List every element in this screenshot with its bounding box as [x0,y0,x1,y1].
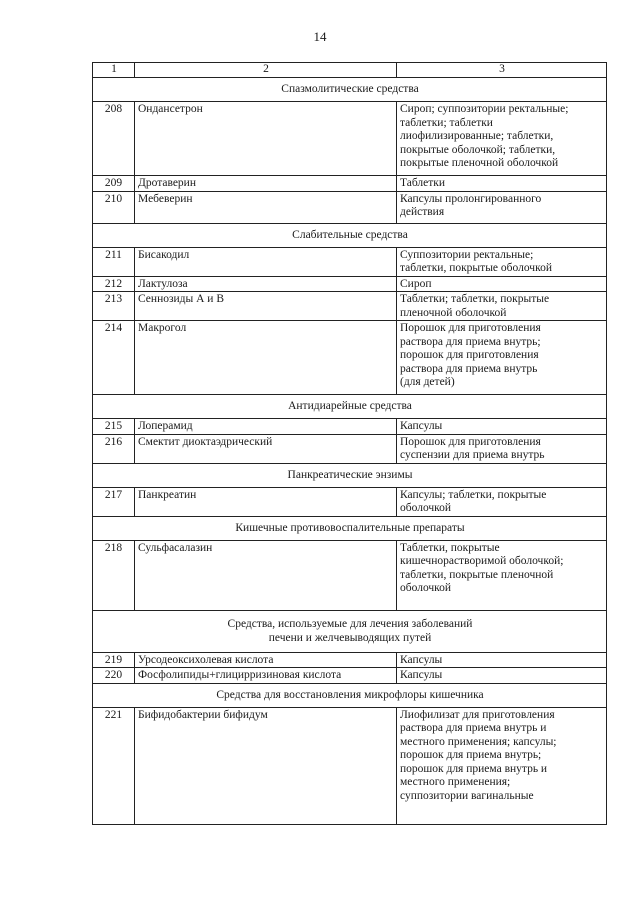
dosage-form-line: Капсулы; таблетки, покрытые [400,488,547,501]
item-number-cell: 216 [93,434,135,463]
item-number-cell: 219 [93,652,135,668]
dosage-form-cell [397,321,607,395]
section-header-row [93,683,607,707]
drug-name-cell: Мебеверин [135,191,397,223]
dosage-form-line: оболочкой [400,502,452,514]
column-number-row [93,63,607,78]
table-row [93,191,607,223]
dosage-form-line: (для детей) [400,376,455,388]
dosage-form-line: суспензии для приема внутрь [400,449,545,461]
dosage-form-line: раствора для приема внутрь и [400,722,547,734]
dosage-form-cell [397,540,607,610]
item-number-cell: 210 [93,191,135,223]
section-title-line: Слабительные средства [292,228,408,241]
page-number: 14 [313,29,327,44]
dosage-form-line: Капсулы пролонгированного [400,192,542,205]
dosage-form-line: лиофилизированные; таблетки, [400,130,554,142]
dosage-form-line: таблетки; таблетки [400,116,493,129]
dosage-form-line: раствора для приема внутрь [400,362,538,375]
section-header-row [93,395,607,419]
table-row [93,247,607,276]
item-number-cell: 208 [93,102,135,176]
dosage-form-line: таблетки, покрытые пленочной [400,568,554,581]
column-number-2: 2 [135,63,397,78]
section-title [93,395,607,419]
table-row [93,276,607,292]
item-number-cell: 213 [93,292,135,321]
drug-name-cell: Фосфолипиды+глицирризиновая кислота [135,668,397,684]
dosage-form-line: порошок для приема внутрь и [400,762,548,775]
section-header-row [93,463,607,487]
section-title-line: печени и желчевыводящих путей [268,631,432,644]
item-number-cell: 209 [93,176,135,192]
table-row [93,540,607,610]
dosage-form-cell [397,276,607,292]
dosage-form-line: действия [400,206,445,218]
item-number-cell: 218 [93,540,135,610]
drug-name-cell: Панкреатин [135,487,397,516]
dosage-form-line: пленочной оболочкой [400,306,507,319]
drug-name-cell: Лоперамид [135,419,397,435]
table-row [93,176,607,192]
dosage-form-line: Капсулы [400,669,443,681]
drug-name-cell: Бисакодил [135,247,397,276]
dosage-form-line: оболочкой [400,582,452,594]
table-row [93,487,607,516]
dosage-form-line: кишечнорастворимой оболочкой; [400,555,564,567]
dosage-form-line: Порошок для приготовления [400,322,541,334]
dosage-form-cell [397,191,607,223]
dosage-form-line: раствора для приема внутрь; [400,335,541,348]
table-row [93,652,607,668]
table-row [93,668,607,684]
section-title-line: Кишечные противовоспалительные препараты [235,521,465,534]
dosage-form-line: Капсулы [400,653,443,666]
drug-name-cell: Дротаверин [135,176,397,192]
table-row [93,292,607,321]
item-number-cell: 211 [93,247,135,276]
column-number-3: 3 [397,63,607,78]
table-row [93,419,607,435]
dosage-form-line: покрытые оболочкой; таблетки, [400,143,556,156]
drug-name-cell: Бифидобактерии бифидум [135,707,397,824]
column-number-1: 1 [93,63,135,78]
dosage-form-line: Сироп; суппозитории ректальные; [400,103,569,115]
dosage-form-cell [397,487,607,516]
drug-table [92,62,607,825]
dosage-form-cell [397,176,607,192]
drug-name-cell: Сеннозиды А и В [135,292,397,321]
section-title [93,78,607,102]
dosage-form-cell [397,668,607,684]
section-title-line: Спазмолитические средства [281,83,419,96]
dosage-form-cell [397,102,607,176]
dosage-form-line: местного применения; [400,776,511,788]
section-title-line: Антидиарейные средства [288,400,412,413]
section-title [93,223,607,247]
section-title [93,463,607,487]
item-number-cell: 217 [93,487,135,516]
section-title-line: Средства, используемые для лечения заболеваний [227,618,473,630]
dosage-form-line: порошок для приготовления [400,349,539,361]
table-row [93,321,607,395]
drug-name-cell: Лактулоза [135,276,397,292]
section-title [93,610,607,652]
dosage-form-line: Таблетки; таблетки, покрытые [400,293,550,305]
section-header-row [93,516,607,540]
section-title-line: Средства для восстановления микрофлоры кишечника [216,688,484,701]
dosage-form-cell [397,707,607,824]
drug-table-body [93,63,607,825]
item-number-cell: 212 [93,276,135,292]
item-number-cell: 220 [93,668,135,684]
dosage-form-line: Порошок для приготовления [400,435,541,448]
dosage-form-line: порошок для приема внутрь; [400,749,542,761]
dosage-form-line: Таблетки [400,177,446,189]
dosage-form-line: покрытые пленочной оболочкой [400,157,559,169]
drug-name-cell: Урсодеоксихолевая кислота [135,652,397,668]
drug-name-cell: Ондансетрон [135,102,397,176]
dosage-form-cell [397,247,607,276]
section-header-row [93,610,607,652]
dosage-form-line: Суппозитории ректальные; [400,248,534,261]
dosage-form-line: Таблетки, покрытые [400,541,500,554]
item-number-cell: 214 [93,321,135,395]
table-row [93,102,607,176]
section-header-row [93,223,607,247]
drug-name-cell: Сульфасалазин [135,540,397,610]
item-number-cell: 215 [93,419,135,435]
drug-name-cell: Макрогол [135,321,397,395]
dosage-form-cell [397,419,607,435]
dosage-form-line: суппозитории вагинальные [400,789,534,802]
dosage-form-line: Сироп [400,277,432,290]
table-row [93,707,607,824]
dosage-form-line: Лиофилизат для приготовления [400,708,555,721]
item-number-cell: 221 [93,707,135,824]
section-title [93,516,607,540]
drug-name-cell: Смектит диоктаэдрический [135,434,397,463]
section-header-row [93,78,607,102]
dosage-form-cell [397,652,607,668]
dosage-form-line: местного применения; капсулы; [400,735,557,748]
table-row [93,434,607,463]
dosage-form-cell [397,292,607,321]
dosage-form-cell [397,434,607,463]
dosage-form-line: таблетки, покрытые оболочкой [400,262,552,274]
section-title-line: Панкреатические энзимы [287,468,413,481]
section-title [93,683,607,707]
dosage-form-line: Капсулы [400,420,443,432]
